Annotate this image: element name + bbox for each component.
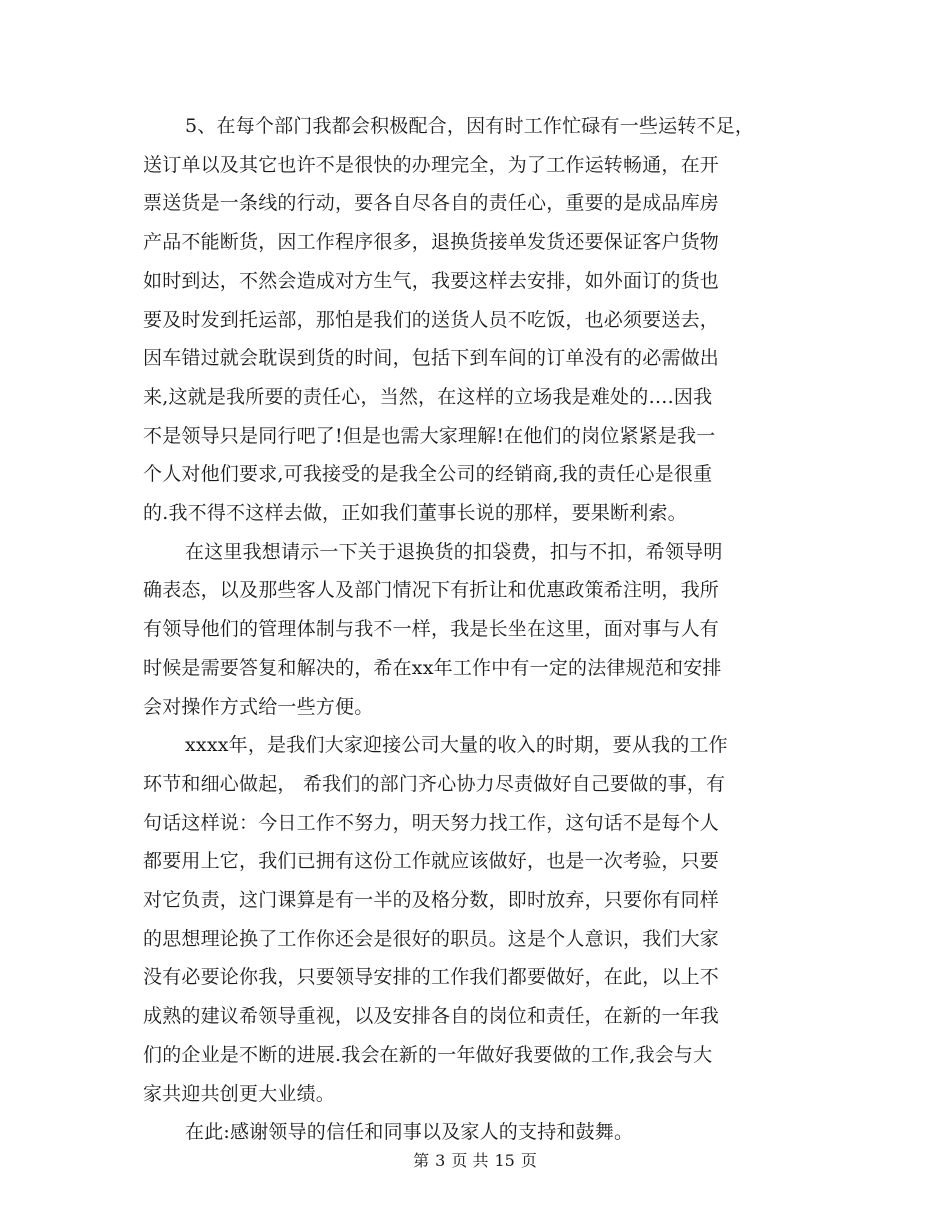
text-line: 如时到达，不然会造成对方生气，我要这样去安排，如外面订的货也 <box>143 269 720 292</box>
paragraph-3 <box>143 726 823 1113</box>
paragraph-4 <box>143 1113 823 1152</box>
page-footer <box>0 1150 950 1172</box>
paragraph-2 <box>143 533 823 727</box>
text-line: 们的企业是不断的进展.我会在新的一年做好我要做的工作,我会与大 <box>143 1043 713 1066</box>
text-line: 来,这就是我所要的责任心，当然，在这样的立场我是难处的….因我 <box>143 385 713 408</box>
text-line: 对它负责，这门课算是有一半的及格分数，即时放弃，只要你有同样 <box>143 889 720 912</box>
text-line: 的思想理论换了工作你还会是很好的职员。这是个人意识，我们大家 <box>143 927 720 950</box>
text-line: 家共迎共创更大业绩。 <box>143 1082 336 1105</box>
document-body <box>143 107 823 1152</box>
text-line: 会对操作方式给一些方便。 <box>143 695 374 718</box>
text-line: 确表态，以及那些客人及部门情况下有折让和优惠政策希注明，我所 <box>143 579 720 602</box>
text-line: 成熟的建议希领导重视，以及安排各自的岗位和责任，在新的一年我 <box>143 1005 720 1028</box>
text-line: 没有必要论你我，只要领导安排的工作我们都要做好，在此，以上不 <box>143 966 720 989</box>
current-page-number: 3 <box>435 1151 446 1170</box>
text-line: 时候是需要答复和解决的，希在xx年工作中有一定的法律规范和安排 <box>143 656 722 679</box>
text-line: 产品不能断货，因工作程序很多，退换货接单发货还要保证客户货物 <box>143 231 720 254</box>
text-line: 在此:感谢领导的信任和同事以及家人的支持和鼓舞。 <box>185 1121 634 1144</box>
text-line: 句话这样说：今日工作不努力，明天努力找工作，这句话不是每个人 <box>143 811 720 834</box>
footer-suffix: 页 <box>520 1151 537 1170</box>
footer-middle: 页 共 <box>451 1151 489 1170</box>
text-line: 都要用上它，我们已拥有这份工作就应该做好，也是一次考验，只要 <box>143 850 720 873</box>
footer-prefix: 第 <box>413 1151 430 1170</box>
total-pages-number: 15 <box>494 1151 515 1170</box>
text-line: xxxx年，是我们大家迎接公司大量的收入的时期，要从我的工作 <box>185 734 728 757</box>
text-line: 要及时发到托运部，那怕是我们的送货人员不吃饭，也必须要送去， <box>143 308 720 331</box>
text-line: 不是领导只是同行吧了!但是也需大家理解!在他们的岗位紧紧是我一 <box>143 424 716 447</box>
text-line: 因车错过就会耽误到货的时间，包括下到车间的订单没有的必需做出 <box>143 347 720 370</box>
text-line: 在这里我想请示一下关于退换货的扣袋费，扣与不扣，希领导明 <box>185 540 723 563</box>
text-line: 环节和细心做起， 希我们的部门齐心协力尽责做好自己要做的事，有 <box>143 772 726 795</box>
text-line: 送订单以及其它也许不是很快的办理完全，为了工作运转畅通，在开 <box>143 153 720 176</box>
paragraph-1 <box>143 107 823 533</box>
text-line: 5、在每个部门我都会积极配合，因有时工作忙碌有一些运转不足， <box>185 115 755 137</box>
text-line: 的.我不得不这样去做，正如我们董事长说的那样，要果断利索。 <box>143 502 687 525</box>
text-line: 个人对他们要求,可我接受的是我全公司的经销商,我的责任心是很重 <box>143 463 713 486</box>
text-line: 票送货是一条线的行动，要各自尽各自的责任心，重要的是成品库房 <box>143 192 720 215</box>
text-line: 有领导他们的管理体制与我不一样，我是长坐在这里，面对事与人有 <box>143 618 720 641</box>
